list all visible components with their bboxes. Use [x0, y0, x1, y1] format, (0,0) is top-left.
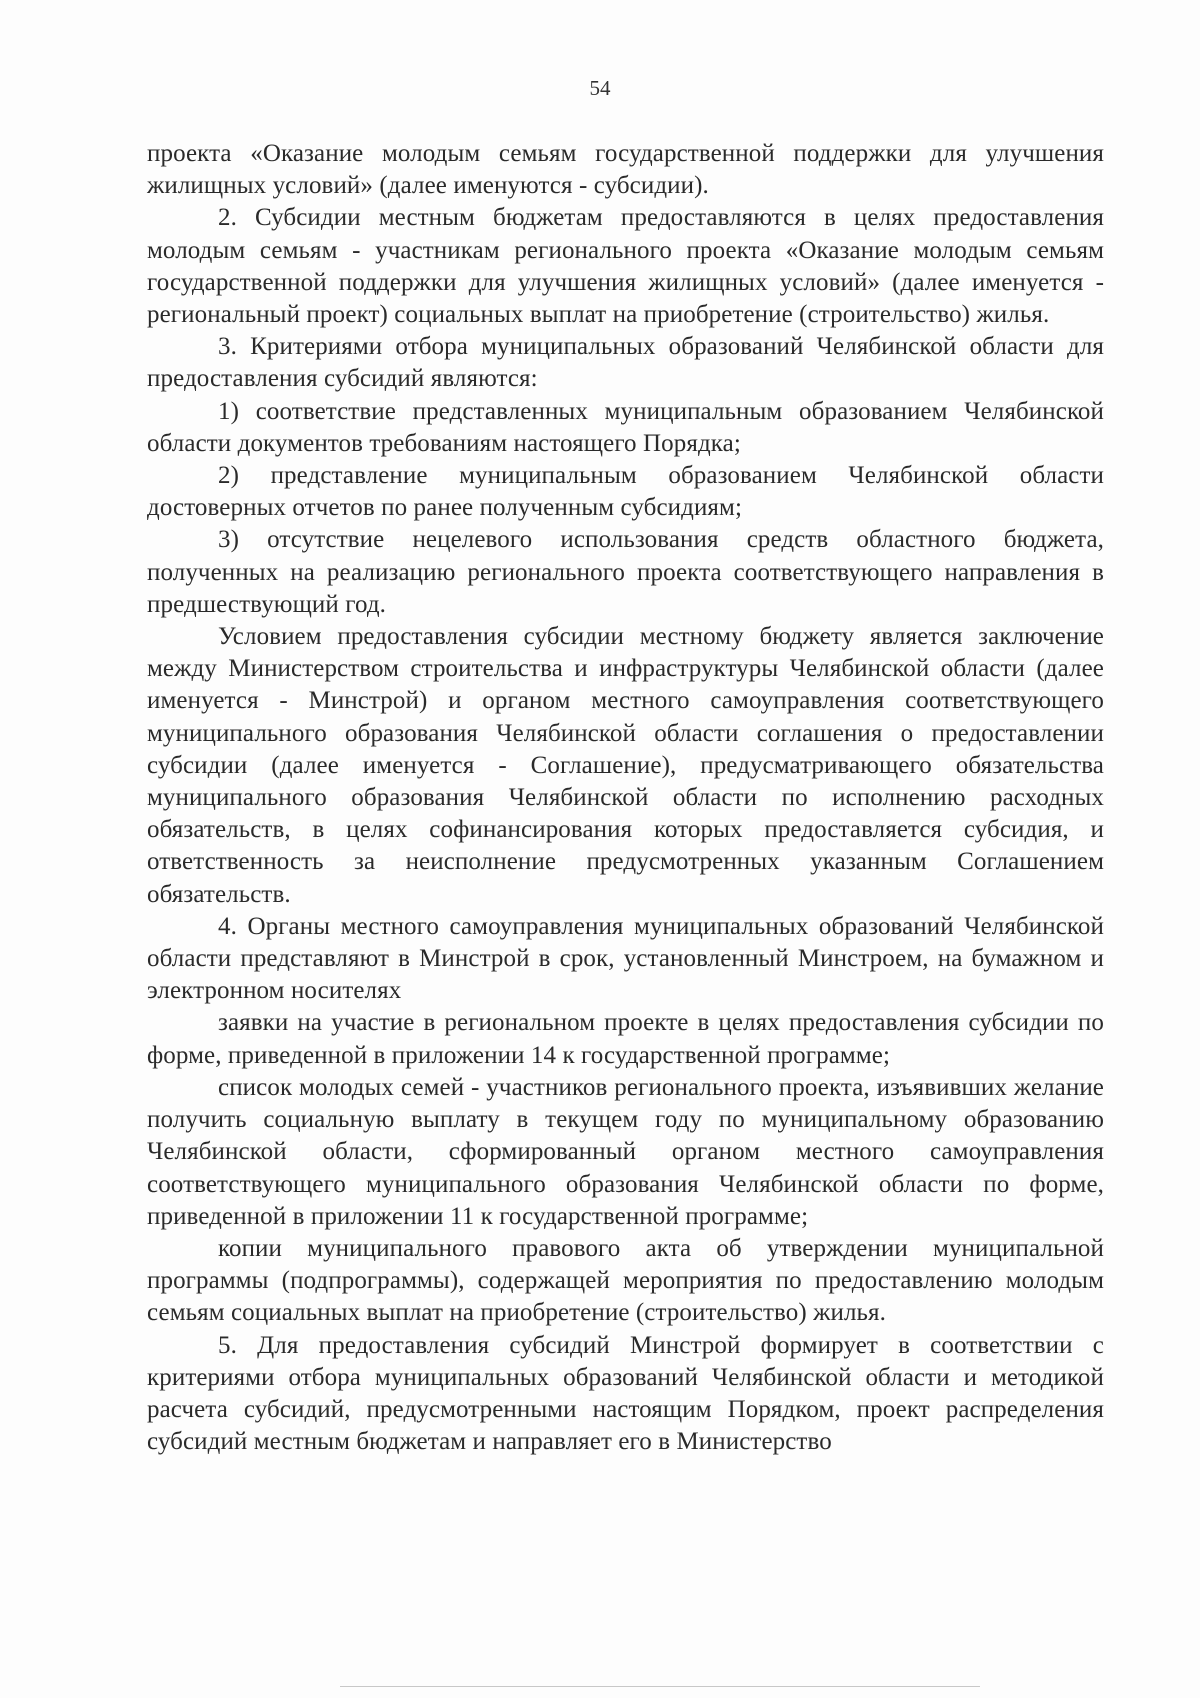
page-number: 54 — [589, 76, 611, 100]
document-list-legal-act: копии муниципального правового акта об утверждении муниципальной программы (подпрограммы), содержащей мероприятия по предоставлению молодым семьям социальных выплат на приобретение (строительство) жилья. — [147, 1234, 1104, 1327]
paragraph-item-3: 3. Критериями отбора муниципальных образований Челябинской области для предоставления субсидий являются: — [147, 333, 1104, 393]
criterion-2: 2) представление муниципальным образованием Челябинской области достоверных отчетов по ранее полученным субсидиям; — [147, 462, 1104, 522]
criterion-1: 1) соответствие представленных муниципальным образованием Челябинской области документов требованиям настоящего Порядка; — [147, 397, 1104, 457]
document-list-families: список молодых семей - участников регионального проекта, изъявивших желание получить социальную выплату в текущем году по муниципальному образованию Челябинской области, сформированный органом местного самоуправления соответствующего муниципального образования Челябинской области по форме, приведенной в приложении 11 к государственной программе; — [147, 1073, 1104, 1230]
document-body — [147, 138, 1104, 1458]
paragraph-item-2: 2. Субсидии местным бюджетам предоставляются в целях предоставления молодым семьям - участникам регионального проекта «Оказание молодым семьям государственной поддержки для улучшения жилищных условий» (далее именуется - региональный проект) социальных выплат на приобретение (строительство) жилья. — [147, 204, 1104, 329]
paragraph-item-4: 4. Органы местного самоуправления муниципальных образований Челябинской области представляют в Минстрой в срок, установленный Минстроем, на бумажном и электронном носителях — [147, 912, 1104, 1005]
paragraph-item-5: 5. Для предоставления субсидий Минстрой формирует в соответствии с критериями отбора муниципальных образований Челябинской области и методикой расчета субсидий, предусмотренными настоящим Порядком, проект распределения субсидий местным бюджетам и направляет его в Министерство — [147, 1331, 1104, 1456]
paragraph-condition: Условием предоставления субсидии местному бюджету является заключение между Министерством строительства и инфраструктуры Челябинской области (далее именуется - Минстрой) и органом местного самоуправления соответствующего муниципального образования Челябинской области соглашения о предоставлении субсидии (далее именуется - Соглашение), предусматривающего обязательства муниципального образования Челябинской области по исполнению расходных обязательств, в целях софинансирования которых предоставляется субсидия, и ответственность за неисполнение предусмотренных указанным Соглашением обязательств. — [147, 623, 1104, 908]
criterion-3: 3) отсутствие нецелевого использования средств областного бюджета, полученных на реализацию регионального проекта соответствующего направления в предшествующий год. — [147, 526, 1104, 618]
scan-edge-line — [340, 1686, 980, 1687]
paragraph-continuation: проекта «Оказание молодым семьям государственной поддержки для улучшения жилищных условий» (далее именуются - субсидии). — [147, 140, 1104, 200]
document-list-applications: заявки на участие в региональном проекте в целях предоставления субсидии по форме, приведенной в приложении 14 к государственной программе; — [147, 1009, 1104, 1069]
